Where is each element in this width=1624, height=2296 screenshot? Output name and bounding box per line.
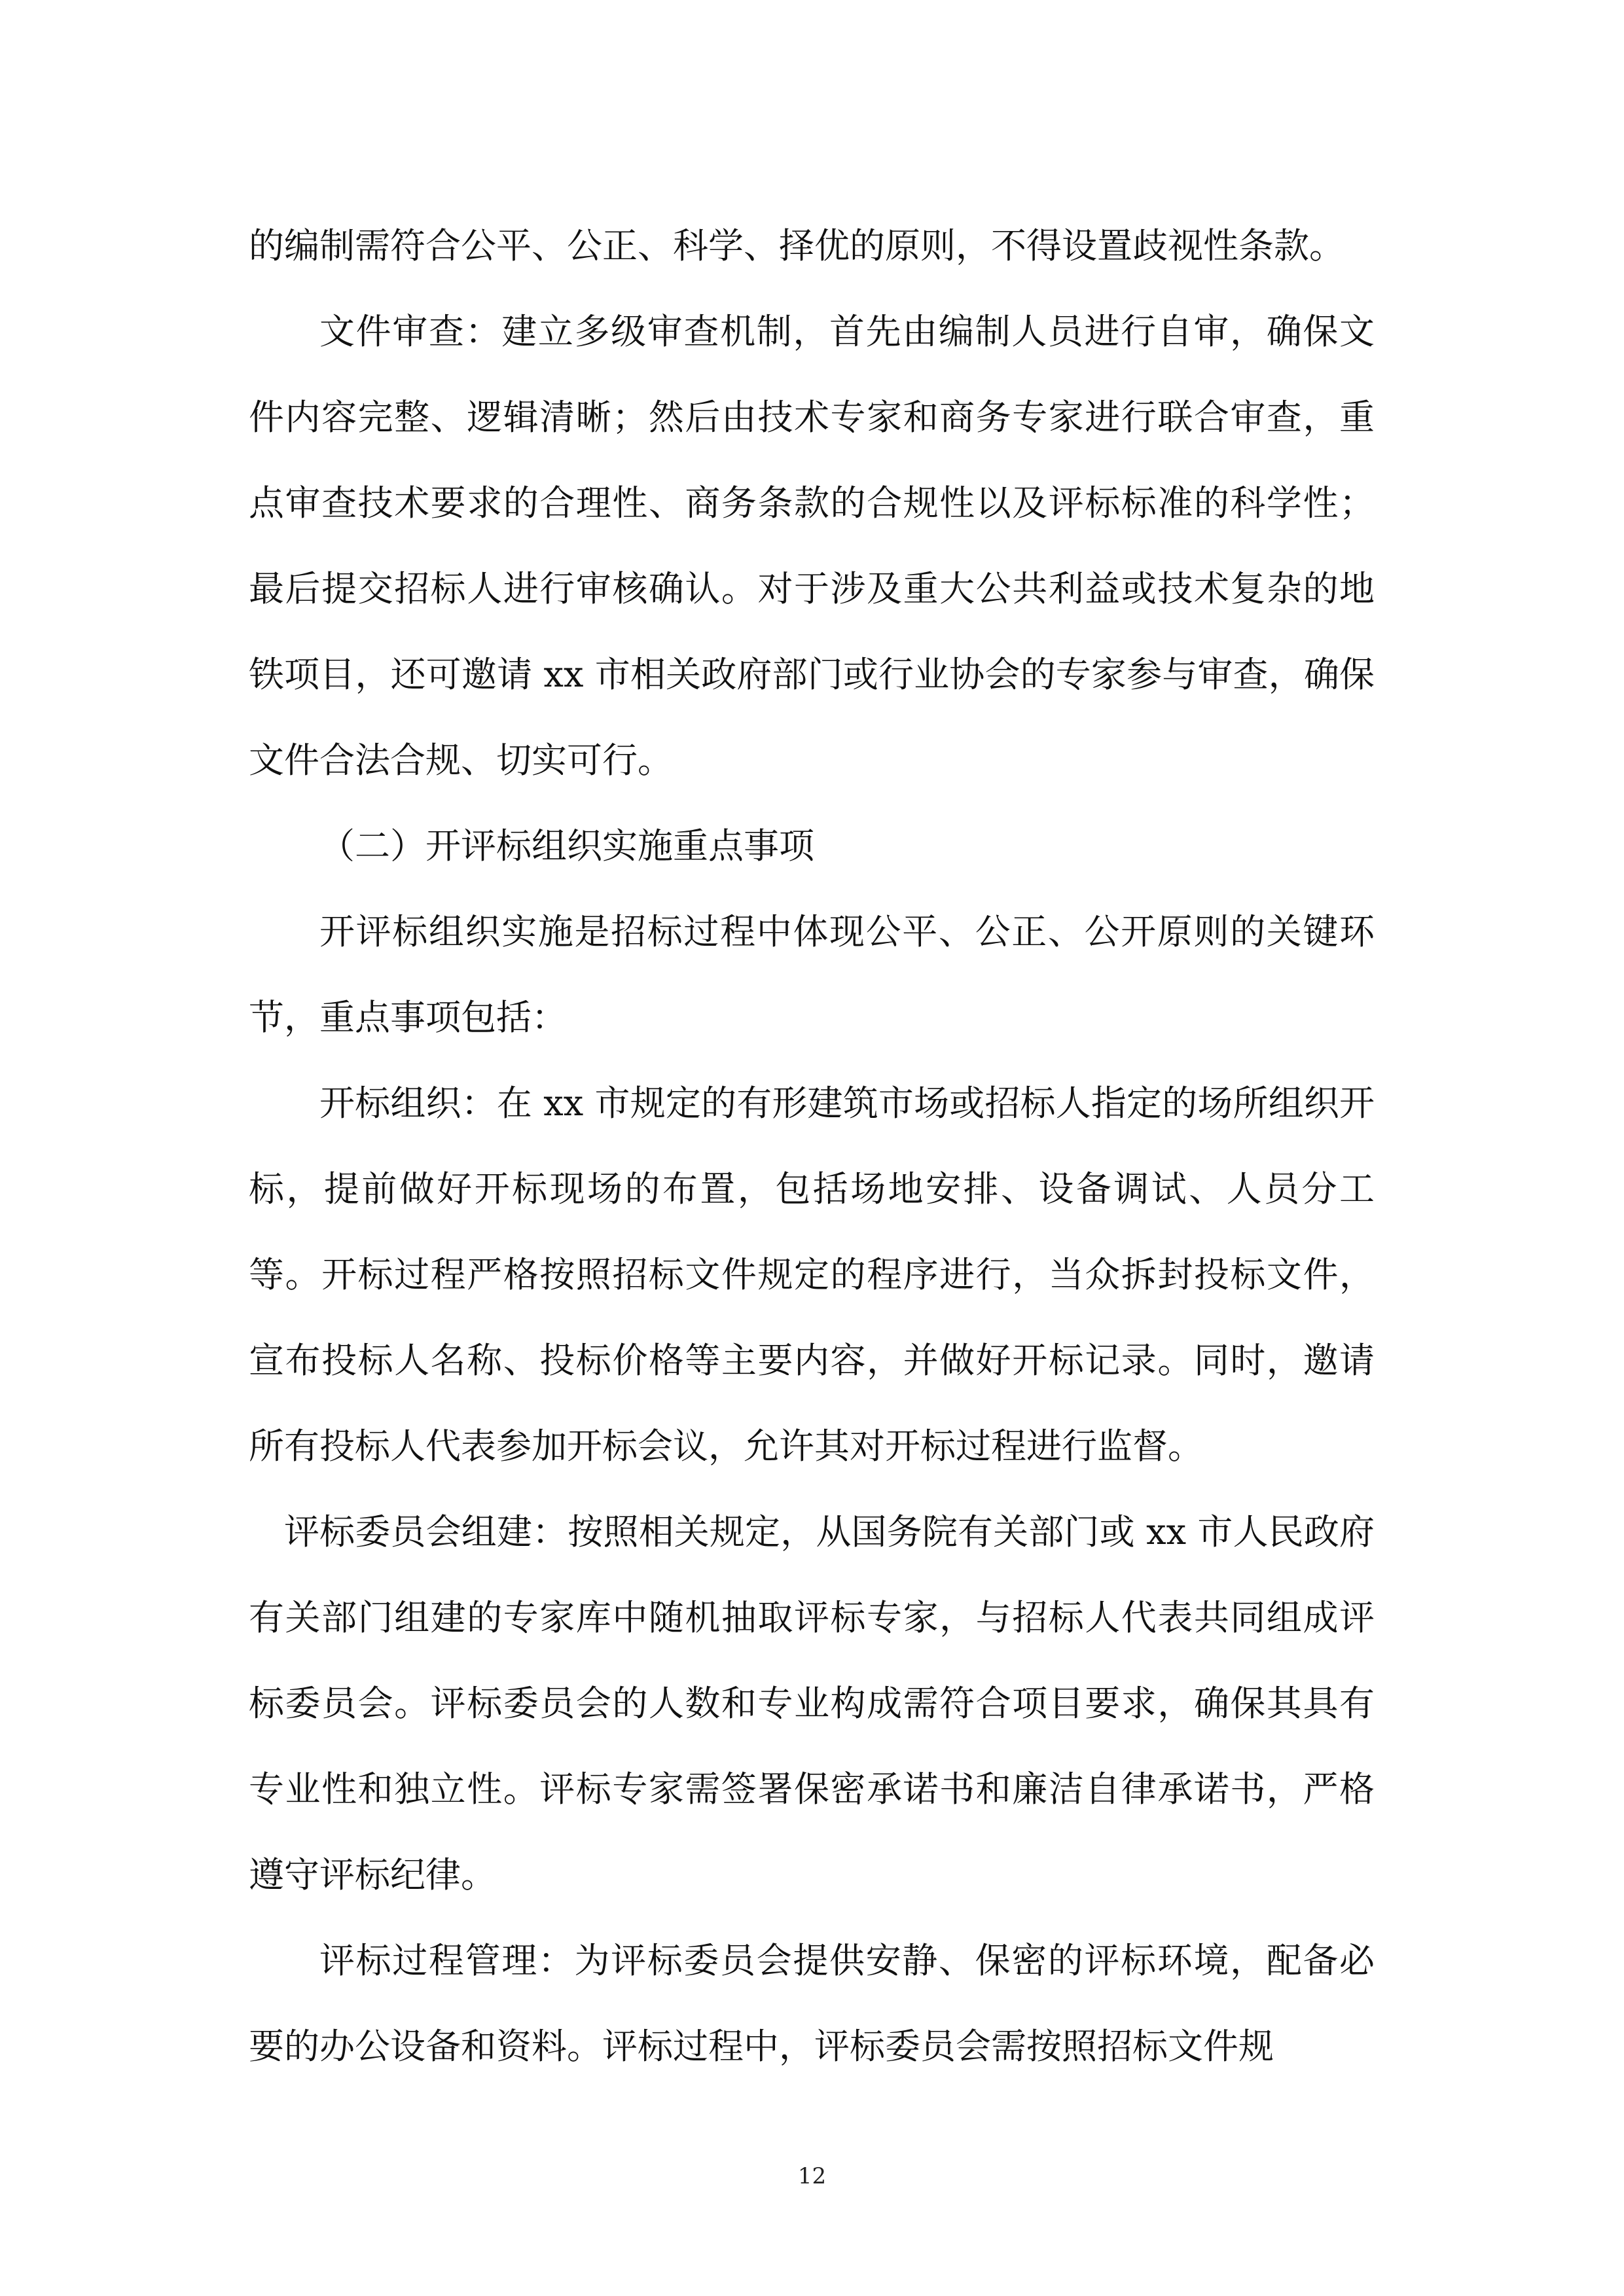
document-body bbox=[249, 203, 1375, 2089]
paragraph-document-review: 文件审查：建立多级审查机制，首先由编制人员进行自审，确保文件内容完整、逻辑清晰；然后由技术专家和商务专家进行联合审查，重点审查技术要求的合理性、商务条款的合规性以及评标标准的科学性；最后提交招标人进行审核确认。对于涉及重大公共利益或技术复杂的地铁项目，还可邀请 xx 市相关政府部门或行业协会的专家参与审查，确保文件合法合规、切实可行。 bbox=[249, 311, 1375, 781]
page-number: 12 bbox=[797, 2163, 827, 2189]
paragraph-bid-opening-organization: 开标组织：在 xx 市规定的有形建筑市场或招标人指定的场所组织开标，提前做好开标现场的布置，包括场地安排、设备调试、人员分工等。开标过程严格按照招标文件规定的程序进行，当众拆封投标文件，宣布投标人名称、投标价格等主要内容，并做好开标记录。同时，邀请所有投标人代表参加开标会议，允许其对开标过程进行监督。 bbox=[249, 1083, 1375, 1467]
paragraph-evaluation-committee: 评标委员会组建：按照相关规定，从国务院有关部门或 xx 市人民政府有关部门组建的专家库中随机抽取评标专家，与招标人代表共同组成评标委员会。评标委员会的人数和专业构成需符合项目要求，确保其具有专业性和独立性。评标专家需签署保密承诺书和廉洁自律承诺书，严格遵守评标纪律。 bbox=[249, 1511, 1375, 1895]
section-heading: （二）开评标组织实施重点事项 bbox=[319, 825, 814, 867]
paragraph-evaluation-process: 评标过程管理：为评标委员会提供安静、保密的评标环境，配备必要的办公设备和资料。评标过程中，评标委员会需按照招标文件规 bbox=[249, 1940, 1375, 2067]
paragraph-bid-opening-intro: 开评标组织实施是招标过程中体现公平、公正、公开原则的关键环节，重点事项包括： bbox=[249, 911, 1375, 1038]
paragraph-continuation: 的编制需符合公平、公正、科学、择优的原则，不得设置歧视性条款。 bbox=[249, 225, 1344, 266]
